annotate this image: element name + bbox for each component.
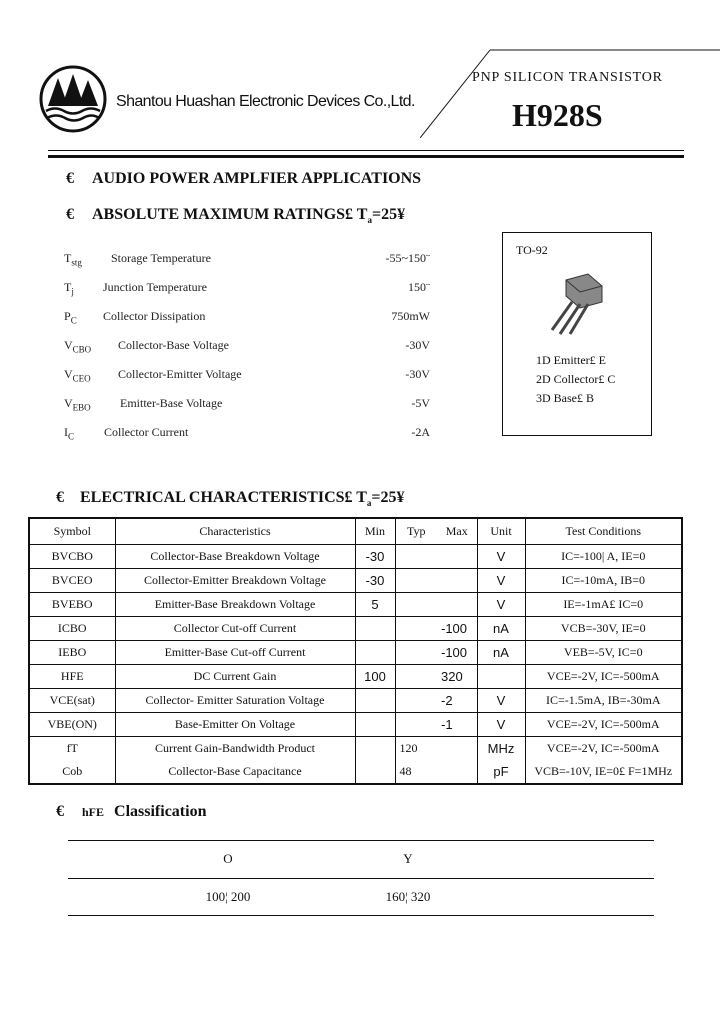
cell-cond: VCE=-2V, IC=-500mA — [525, 737, 682, 761]
cell-symbol: IEBO — [29, 641, 115, 665]
cell-max — [437, 760, 477, 784]
col-header: Max — [437, 518, 477, 545]
cell-unit — [477, 665, 525, 689]
cell-cond: IC=-10mA, IB=0 — [525, 569, 682, 593]
hfe-rank: Y — [403, 851, 413, 866]
cell-max — [437, 569, 477, 593]
cell-unit: nA — [477, 617, 525, 641]
cell-typ — [395, 569, 437, 593]
col-header: Test Conditions — [525, 518, 682, 545]
cell-cond: IE=-1mA£ IC=0 — [525, 593, 682, 617]
cell-unit: V — [477, 713, 525, 737]
cell-typ: 48 — [395, 760, 437, 784]
pin-label: 2D Collector£ C — [536, 372, 616, 386]
part-type: PNP SILICON TRANSISTOR — [472, 70, 663, 85]
cell-typ — [395, 665, 437, 689]
cell-typ — [395, 641, 437, 665]
hfe-rule — [68, 840, 654, 841]
applications-heading: € AUDIO POWER AMPLFIER APPLICATIONS — [66, 170, 422, 187]
cell-char: Current Gain-Bandwidth Product — [115, 737, 355, 761]
cell-char: Emitter-Base Cut-off Current — [115, 641, 355, 665]
cell-symbol: fT — [29, 737, 115, 761]
cell-char: Collector- Emitter Saturation Voltage — [115, 689, 355, 713]
cell-min — [355, 617, 395, 641]
table-row — [29, 689, 682, 713]
cell-typ — [395, 689, 437, 713]
cell-typ — [395, 617, 437, 641]
abs-max-list: $T_{stg}$ Storage Temperature -55~150¨ $T_j$ Junction Temperature 150¨ $P_C$ Collector Dissipation 750mW $V_{CBO}$ Collector-Base Voltage -30V $V_{CEO}$ Collector-Emitter Voltage -30V $V_{EBO}$ Emitter-Base Voltage -5V $I_C$ Collector Current -2A — [64, 251, 430, 442]
electrical-table — [28, 517, 683, 785]
col-header: Symbol — [29, 518, 115, 545]
cell-symbol: ICBO — [29, 617, 115, 641]
cell-min: 5 — [355, 593, 395, 617]
cell-symbol: BVCEO — [29, 569, 115, 593]
table-row — [29, 641, 682, 665]
bullet-icon: € — [66, 206, 74, 223]
table-header-row — [29, 518, 682, 545]
cell-typ — [395, 545, 437, 569]
table-row — [29, 737, 682, 761]
cell-max — [437, 737, 477, 761]
hfe-range: 160¦ 320 — [385, 889, 431, 904]
cell-unit: pF — [477, 760, 525, 784]
table-row — [29, 593, 682, 617]
cell-cond: IC=-1.5mA, IB=-30mA — [525, 689, 682, 713]
cell-cond: VCE=-2V, IC=-500mA — [525, 665, 682, 689]
package-name: TO-92 — [516, 243, 548, 257]
table-row — [29, 569, 682, 593]
cell-symbol: HFE — [29, 665, 115, 689]
cell-unit: V — [477, 569, 525, 593]
bullet-icon: € — [56, 803, 64, 820]
table-row — [29, 713, 682, 737]
col-header: Typ — [395, 518, 437, 545]
cell-cond: VCB=-10V, IE=0£ F=1MHz — [525, 760, 682, 784]
cell-max: -100 — [437, 641, 477, 665]
cell-char: Collector Cut-off Current — [115, 617, 355, 641]
cell-char: Emitter-Base Breakdown Voltage — [115, 593, 355, 617]
cell-min — [355, 713, 395, 737]
hfe-rule — [68, 878, 654, 879]
cell-unit: V — [477, 593, 525, 617]
cell-min — [355, 689, 395, 713]
cell-unit: V — [477, 689, 525, 713]
cell-max: -1 — [437, 713, 477, 737]
table-row — [29, 545, 682, 569]
cell-max: -2 — [437, 689, 477, 713]
col-header: Unit — [477, 518, 525, 545]
cell-char: Collector-Base Breakdown Voltage — [115, 545, 355, 569]
hfe-rank: O — [223, 851, 233, 866]
cell-typ — [395, 593, 437, 617]
company-name: Shantou Huashan Electronic Devices Co.,Ltd. — [116, 93, 415, 110]
cell-min — [355, 737, 395, 761]
cell-symbol: BVCBO — [29, 545, 115, 569]
cell-cond: VCE=-2V, IC=-500mA — [525, 713, 682, 737]
cell-min — [355, 760, 395, 784]
col-header: Characteristics — [115, 518, 355, 545]
cell-unit: MHz — [477, 737, 525, 761]
pin-label: 1D Emitter£ E — [536, 353, 606, 367]
cell-symbol: Cob — [29, 760, 115, 784]
part-number: H928S — [512, 97, 603, 133]
pin-label: 3D Base£ B — [536, 391, 594, 405]
table-row — [29, 665, 682, 689]
bullet-icon: € — [66, 170, 74, 187]
cell-char: Collector-Base Capacitance — [115, 760, 355, 784]
hfe-rule — [68, 915, 654, 916]
bullet-icon: € — [56, 489, 64, 506]
cell-max — [437, 593, 477, 617]
col-header: Min — [355, 518, 395, 545]
cell-unit: V — [477, 545, 525, 569]
cell-min: -30 — [355, 569, 395, 593]
hfe-range: 100¦ 200 — [205, 889, 251, 904]
hfe-classification-heading: € hFE Classification — [56, 803, 207, 820]
cell-symbol: VCE(sat) — [29, 689, 115, 713]
to92-package-icon — [544, 272, 614, 342]
cell-char: DC Current Gain — [115, 665, 355, 689]
cell-cond: VEB=-5V, IC=0 — [525, 641, 682, 665]
cell-typ — [395, 713, 437, 737]
cell-symbol: BVEBO — [29, 593, 115, 617]
electrical-heading: € ELECTRICAL CHARACTERISTICS£ $T_a=25¥$ — [56, 489, 405, 509]
table-row — [29, 760, 682, 784]
cell-min: -30 — [355, 545, 395, 569]
cell-symbol: VBE(ON) — [29, 713, 115, 737]
cell-char: Base-Emitter On Voltage — [115, 713, 355, 737]
cell-char: Collector-Emitter Breakdown Voltage — [115, 569, 355, 593]
cell-cond: IC=-100| A, IE=0 — [525, 545, 682, 569]
abs-max-heading: € ABSOLUTE MAXIMUM RATINGS£ $T_a=25¥$ — [66, 206, 406, 226]
cell-max: 320 — [437, 665, 477, 689]
table-row — [29, 617, 682, 641]
cell-unit: nA — [477, 641, 525, 665]
cell-max: -100 — [437, 617, 477, 641]
cell-min: 100 — [355, 665, 395, 689]
cell-min — [355, 641, 395, 665]
cell-typ: 120 — [395, 737, 437, 761]
cell-max — [437, 545, 477, 569]
cell-cond: VCB=-30V, IE=0 — [525, 617, 682, 641]
